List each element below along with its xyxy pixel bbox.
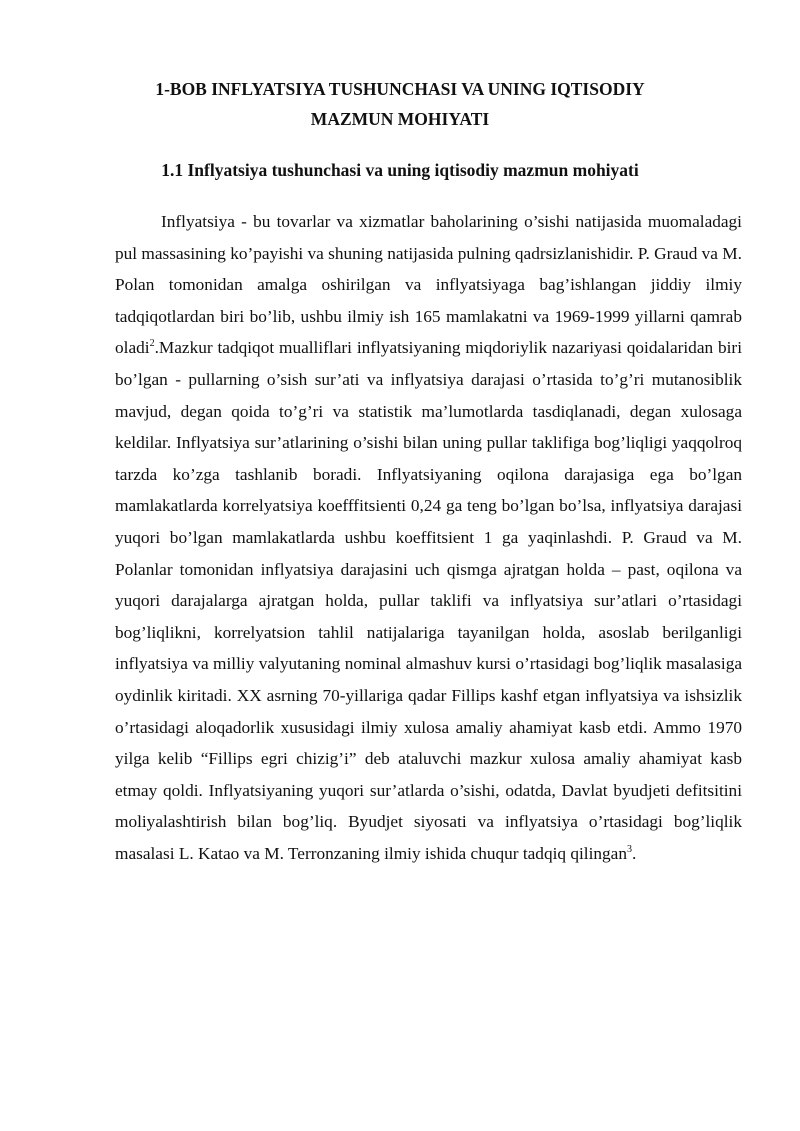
footnote-reference[interactable]: 3: [627, 844, 632, 856]
body-paragraph: [115, 206, 742, 869]
chapter-title-line-2: MAZMUN MOHIYATI: [310, 109, 490, 129]
section-title: 1.1 Inflyatsiya tushunchasi va uning iqtisodiy mazmun mohiyati: [161, 160, 639, 180]
footnote-reference[interactable]: 2: [149, 338, 155, 350]
chapter-title-line-1: 1-BOB INFLYATSIYA TUSHUNCHASI VA UNING IQTISODIY: [155, 79, 645, 99]
paragraph-text-part-2: .Mazkur tadqiqot mualliflari inflyatsiyaning miqdoriylik nazariyasi qoidalaridan biri bo’lgan - pullarning o’sish sur’ati va inflyatsiya darajasi o’rtasida to’g’ri mutanosiblik mavjud, degan qoida to’g’ri va statistik ma’lumotlarda tasdiqlanadi, degan xulosaga keldilar. Inflyatsiya sur’atlarining o’sishi bilan uning pullar taklifiga bog’liqligi yaqqolroq tarzda ko’zga tashlanib boradi. Inflyatsiyaning oqilona darajasiga ega bo’lgan mamlakatlarda korrelyatsiya koefffitsienti 0,24 ga teng bo’lgan bo’lsa, inflyatsiya darajasi yuqori bo’lgan mamlakatlarda ushbu koeffitsient 1 ga yaqinlashdi. P. Graud va M. Polanlar tomonidan inflyatsiya darajasini uch qismga ajratgan holda – past, oqilona va yuqori darajalarga ajratgan holda, pullar taklifi va inflyatsiya sur’atlari o’rtasidagi bog’liqlikni, korrelyatsion tahlil natijalariga tayanilgan holda, asoslab berilganligi inflyatsiya va milliy valyutaning nominal almashuv kursi o’rtasidagi bog’liqlik masalasiga oydinlik kiritadi. XX asrning 70-yillariga qadar Fillips kashf etgan inflyatsiya va ishsizlik o’rtasidagi aloqadorlik xususidagi ilmiy xulosa amaliy ahamiyat kasb etdi. Ammo 1970 yilga kelib “Fillips egri chizig’i” deb ataluvchi mazkur xulosa amaliy ahamiyat kasb etmay qoldi. Inflyatsiyaning yuqori sur’atlarda o’sishi, odatda, Davlat byudjeti defitsitini moliyalashtirish bilan bog’liq. Byudjet siyosati va inflyatsiya o’rtasidagi bog’liqlik masalasi L. Katao va M. Terronzaning ilmiy ishida chuqur tadqiq qilingan: [115, 338, 742, 863]
paragraph-end-punctuation: .: [632, 843, 637, 863]
chapter-title: [100, 74, 700, 134]
paragraph-text-part-1: Inflyatsiya - bu tovarlar va xizmatlar baholarining o’sishi natijasida muomaladagi pul massasining ko’payishi va shuning natijasida pulning qadrsizlanishidir. P. Graud va M. Polan tomonidan amalga oshirilgan va inflyatsiyaga bag’ishlangan jiddiy ilmiy tadqiqotlardan biri bo’lib, ushbu ilmiy ish 165 mamlakatni va 1969-1999 yillarni qamrab oladi: [115, 212, 742, 358]
